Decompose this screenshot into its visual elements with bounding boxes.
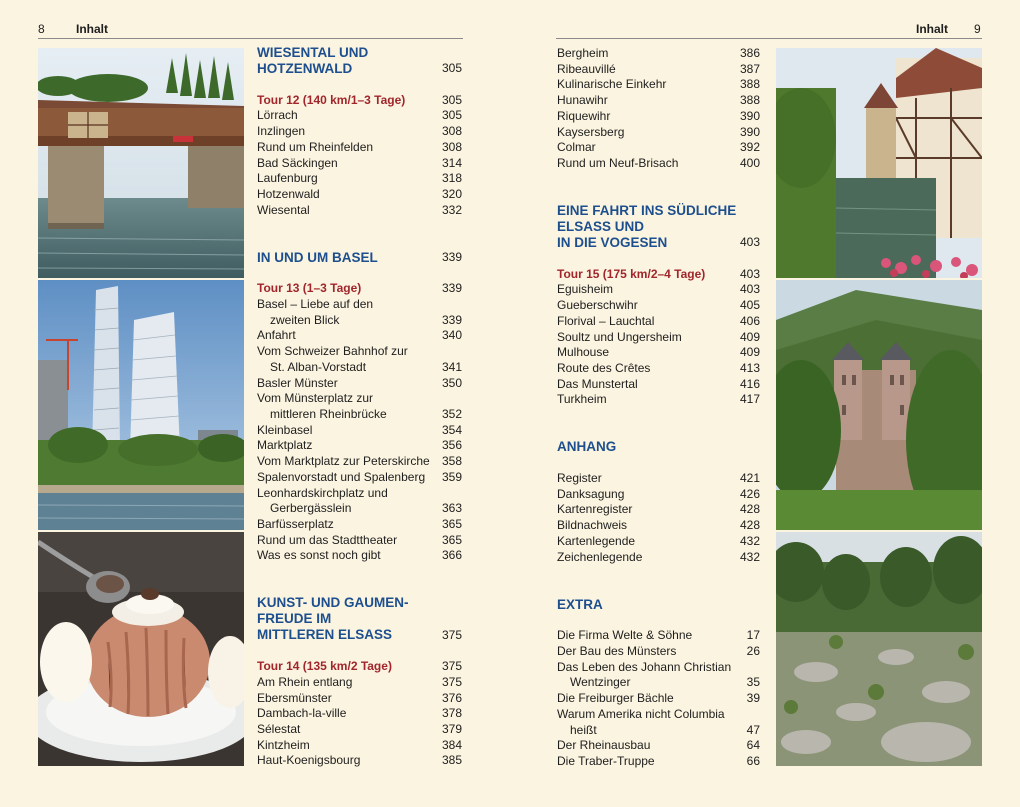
entry-page: 409: [739, 329, 760, 344]
entry-text: Kintzheim: [257, 737, 310, 752]
toc-entry: [557, 109, 760, 125]
entry-text: Am Rhein entlang: [257, 674, 353, 689]
entry-text: Turkheim: [557, 392, 607, 407]
entry-page: 416: [739, 376, 760, 391]
toc-entry: [557, 675, 760, 691]
entry-text: Bildnachweis: [557, 518, 628, 533]
toc-entry: [557, 361, 760, 377]
section-title-line: MITTLEREN ELSASS: [257, 627, 393, 643]
entry-page: 428: [739, 502, 760, 517]
entry-page: [732, 707, 760, 723]
entry-text: Haut-Koenigsbourg: [257, 753, 361, 768]
entry-page: 332: [441, 202, 462, 217]
section-heading: [557, 439, 760, 455]
toc-entry: [557, 330, 760, 346]
toc-entry: [257, 187, 462, 203]
section-title-line: ELSASS UND: [557, 219, 645, 234]
toc-entry: [257, 171, 462, 187]
entry-page: 392: [739, 140, 760, 155]
entry-text: Rund um Rheinfelden: [257, 139, 374, 154]
entry-text: Basler Münster: [257, 375, 338, 390]
toc-entry: [257, 454, 462, 470]
section-heading: [257, 250, 462, 266]
entry-page: 378: [441, 706, 462, 721]
entry-text: Das Leben des Johann Christian: [557, 659, 732, 674]
entry-text: Danksagung: [557, 486, 625, 501]
entry-page: 388: [739, 93, 760, 108]
toc-entry: [257, 675, 462, 691]
toc-entry: [257, 423, 462, 439]
entry-text: Tour 12 (140 km/1–3 Tage): [257, 92, 406, 107]
section-title-line: FREUDE IM: [257, 611, 332, 627]
entry-text: Hunawihr: [557, 93, 608, 108]
entry-text: Tour 13 (1–3 Tage): [257, 281, 362, 296]
entry-text: Bergheim: [557, 46, 609, 60]
toc-entry: [557, 534, 760, 550]
toc-entry: [557, 754, 760, 770]
entry-page: 39: [746, 691, 760, 706]
entry-text: Was es sonst noch gibt: [257, 548, 381, 563]
toc-entry: [557, 93, 760, 109]
entry-text: Inzlingen: [257, 124, 306, 139]
left-running-title: Inhalt: [76, 22, 108, 36]
entry-page: 339: [441, 312, 462, 327]
section-title-line: EXTRA: [557, 596, 603, 612]
entry-text: Kulinarische Einkehr: [557, 77, 667, 92]
entry-text: Warum Amerika nicht Columbia: [557, 706, 725, 721]
section-title-line: IN DIE VOGESEN: [557, 235, 668, 250]
entry-text: Der Rheinausbau: [557, 738, 651, 753]
entry-page: 354: [441, 422, 462, 437]
entry-page: 403: [739, 266, 760, 281]
toc-entry: [557, 392, 760, 408]
entry-text: Gueberschwihr: [557, 298, 638, 313]
entry-page: 403: [739, 282, 760, 297]
toc-entry: [257, 438, 462, 454]
entry-text: Florival – Lauchtal: [557, 313, 655, 328]
toc-entry: [257, 203, 462, 219]
tour-entry: [557, 267, 760, 283]
toc-entry: [257, 486, 462, 502]
entry-page: 305: [441, 108, 462, 123]
toc-entry: [557, 46, 760, 62]
photo-murbach-abbey: [776, 280, 982, 530]
section-title-line: KUNST- UND GAUMEN-: [257, 595, 409, 611]
toc-entry: [557, 502, 760, 518]
entry-text: Die Traber-Truppe: [557, 753, 655, 768]
toc-entry: [257, 470, 462, 486]
entry-page: 66: [746, 753, 760, 768]
entry-text: Route des Crêtes: [557, 360, 651, 375]
entry-text: Mulhouse: [557, 345, 610, 360]
entry-text: Rund um das Stadttheater: [257, 532, 398, 547]
photo-garden-rocks: [776, 532, 982, 766]
section-title-line: HOTZENWALD: [257, 61, 353, 76]
section-title-line: ANHANG: [557, 439, 617, 455]
entry-page: 365: [441, 532, 462, 547]
entry-text: Soultz und Ungersheim: [557, 329, 682, 344]
right-header-rule: [556, 38, 982, 39]
entry-text: Der Bau des Münsters: [557, 644, 677, 659]
toc-continued-entries: [557, 46, 760, 172]
entry-page: 17: [746, 628, 760, 643]
toc-entry: [557, 707, 760, 723]
toc-entry: [557, 644, 760, 660]
toc-entry: [257, 156, 462, 172]
toc-section: [257, 45, 462, 218]
entry-page: 350: [441, 375, 462, 390]
entry-page: 339: [441, 281, 462, 296]
entry-text: Eguisheim: [557, 282, 614, 297]
toc-entry: [257, 738, 462, 754]
entry-text: Wentzinger: [570, 675, 631, 690]
entry-page: [434, 486, 462, 502]
entry-text: zweiten Blick: [270, 312, 340, 327]
toc-entry: [257, 753, 462, 769]
toc-entry: [257, 124, 462, 140]
right-running-title: Inhalt: [916, 22, 948, 36]
entry-page: 405: [739, 298, 760, 313]
toc-entry: [257, 140, 462, 156]
left-header-rule: [38, 38, 463, 39]
toc-entry: [557, 298, 760, 314]
entry-page: 400: [739, 155, 760, 170]
entry-page: 406: [739, 313, 760, 328]
entry-page: 318: [441, 171, 462, 186]
entry-text: Ebersmünster: [257, 690, 332, 705]
toc-section: [257, 595, 462, 769]
section-title-line: IN UND UM BASEL: [257, 249, 378, 265]
toc-entry: [257, 691, 462, 707]
entry-text: Tour 14 (135 km/2 Tage): [257, 659, 392, 674]
section-title-line: WIESENTAL UND: [257, 45, 369, 60]
toc-entry: [557, 345, 760, 361]
entry-text: Vom Münsterplatz zur: [257, 391, 374, 406]
entry-text: Anfahrt: [257, 328, 296, 343]
entry-page: 308: [441, 139, 462, 154]
toc-entry: [257, 391, 462, 407]
entry-text: Rund um Neuf-Brisach: [557, 155, 679, 170]
entry-page: [434, 344, 462, 360]
entry-page: 64: [746, 738, 760, 753]
toc-entry: [557, 282, 760, 298]
right-page-number: 9: [974, 22, 981, 36]
entry-page: 358: [441, 454, 462, 469]
entry-page: 384: [441, 737, 462, 752]
entry-text: Sélestat: [257, 721, 301, 736]
entry-text: Marktplatz: [257, 438, 313, 453]
section-title-line: EINE FAHRT INS SÜDLICHE: [557, 203, 737, 218]
entry-text: Spalenvorstadt und Spalenberg: [257, 469, 426, 484]
entry-text: Register: [557, 471, 602, 486]
toc-entry: [557, 471, 760, 487]
entry-page: 388: [739, 77, 760, 92]
entry-text: Gerbergässlein: [270, 501, 352, 516]
entry-text: Barfüsserplatz: [257, 516, 334, 531]
entry-page: 421: [739, 471, 760, 486]
photo-covered-bridge: [38, 48, 244, 278]
entry-page: 375: [441, 659, 462, 674]
left-page-number: 8: [38, 22, 45, 36]
toc-entry: [257, 328, 462, 344]
entry-page: 26: [746, 644, 760, 659]
entry-text: Dambach-la-ville: [257, 706, 347, 721]
toc-entry: [557, 723, 760, 739]
entry-text: Bad Säckingen: [257, 155, 338, 170]
toc-section: [557, 597, 760, 770]
left-toc-column: [257, 45, 462, 769]
entry-text: Leonhardskirchplatz und: [257, 485, 388, 500]
entry-page: 386: [739, 46, 760, 60]
toc-entry: [557, 140, 760, 156]
toc-entry: [257, 407, 462, 423]
toc-entry: [557, 550, 760, 566]
entry-text: Ribeauvillé: [557, 61, 616, 76]
section-page: 339: [441, 249, 462, 264]
section-heading: [257, 595, 462, 643]
entry-text: Tour 15 (175 km/2–4 Tage): [557, 266, 706, 281]
entry-page: 379: [441, 721, 462, 736]
toc-entry: [557, 77, 760, 93]
entry-page: 432: [739, 549, 760, 564]
entry-text: Basel – Liebe auf den: [257, 297, 374, 312]
section-page: 305: [441, 61, 462, 76]
toc-entry: [557, 518, 760, 534]
toc-entry: [557, 738, 760, 754]
entry-page: 385: [441, 753, 462, 768]
entry-text: mittleren Rheinbrücke: [270, 407, 387, 421]
entry-page: 47: [746, 722, 760, 737]
photo-colmar-canal: [776, 48, 982, 278]
toc-entry: [557, 62, 760, 78]
entry-text: Kartenlegende: [557, 533, 636, 548]
toc-entry: [257, 722, 462, 738]
toc-section: [257, 250, 462, 564]
toc-entry: [257, 706, 462, 722]
entry-page: [732, 660, 760, 676]
entry-text: Die Firma Welte & Söhne: [557, 628, 693, 643]
entry-text: Kleinbasel: [257, 422, 313, 437]
entry-page: 426: [739, 486, 760, 501]
toc-entry: [257, 108, 462, 124]
toc-entry: [257, 360, 462, 376]
toc-entry: [557, 628, 760, 644]
tour-entry: [257, 281, 462, 297]
entry-page: 390: [739, 108, 760, 123]
entry-text: Colmar: [557, 140, 596, 155]
toc-entry: [557, 660, 760, 676]
entry-page: 376: [441, 690, 462, 705]
entry-page: 314: [441, 155, 462, 170]
entry-text: Riquewihr: [557, 108, 611, 123]
entry-page: 390: [739, 124, 760, 139]
right-toc-column: [557, 46, 760, 770]
entry-page: 363: [441, 501, 462, 516]
entry-page: [434, 297, 462, 313]
toc-section: [557, 203, 760, 408]
section-heading: [257, 45, 462, 77]
section-page: 375: [441, 627, 462, 642]
entry-text: Zeichenlegende: [557, 549, 643, 564]
entry-page: 375: [441, 674, 462, 689]
photo-basel-towers: [38, 280, 244, 530]
toc-entry: [557, 156, 760, 172]
entry-page: 428: [739, 518, 760, 533]
toc-entry: [257, 376, 462, 392]
entry-page: 308: [441, 124, 462, 139]
toc-entry: [257, 533, 462, 549]
toc-entry: [557, 314, 760, 330]
entry-page: 320: [441, 186, 462, 201]
section-heading: [557, 203, 760, 251]
toc-entry: [557, 691, 760, 707]
toc-entry: [557, 125, 760, 141]
entry-text: Wiesental: [257, 202, 310, 217]
entry-text: Hotzenwald: [257, 186, 320, 201]
entry-text: Lörrach: [257, 108, 298, 123]
entry-page: 35: [746, 675, 760, 690]
section-heading: [557, 597, 760, 613]
entry-text: heißt: [570, 722, 597, 737]
entry-page: 340: [441, 328, 462, 343]
toc-entry: [257, 548, 462, 564]
entry-page: 417: [739, 392, 760, 407]
entry-text: Laufenburg: [257, 171, 318, 186]
entry-text: Kaysersberg: [557, 124, 625, 139]
entry-page: 356: [441, 438, 462, 453]
entry-page: 432: [739, 533, 760, 548]
entry-page: 365: [441, 516, 462, 531]
toc-entry: [557, 377, 760, 393]
toc-entry: [257, 501, 462, 517]
toc-entry: [557, 487, 760, 503]
entry-page: 409: [739, 345, 760, 360]
entry-text: Vom Marktplatz zur Peterskirche: [257, 454, 430, 469]
entry-page: 359: [441, 469, 462, 484]
toc-entry: [257, 297, 462, 313]
entry-page: 341: [441, 359, 462, 374]
toc-section: [557, 439, 760, 565]
section-page: 403: [739, 235, 760, 250]
toc-entry: [257, 344, 462, 360]
photo-kougelhopf: [38, 532, 244, 766]
entry-text: St. Alban-Vorstadt: [270, 359, 367, 374]
toc-entry: [257, 517, 462, 533]
entry-text: Die Freiburger Bächle: [557, 691, 674, 706]
tour-entry: [257, 93, 462, 109]
entry-text: Das Munstertal: [557, 376, 638, 391]
entry-text: Kartenregister: [557, 502, 633, 517]
entry-page: 413: [739, 360, 760, 375]
entry-page: 366: [441, 548, 462, 563]
tour-entry: [257, 659, 462, 675]
entry-page: [434, 391, 462, 407]
entry-page: 352: [441, 407, 462, 421]
entry-text: Vom Schweizer Bahnhof zur: [257, 344, 408, 359]
toc-entry: [257, 313, 462, 329]
entry-page: 305: [441, 92, 462, 107]
entry-page: 387: [739, 61, 760, 76]
